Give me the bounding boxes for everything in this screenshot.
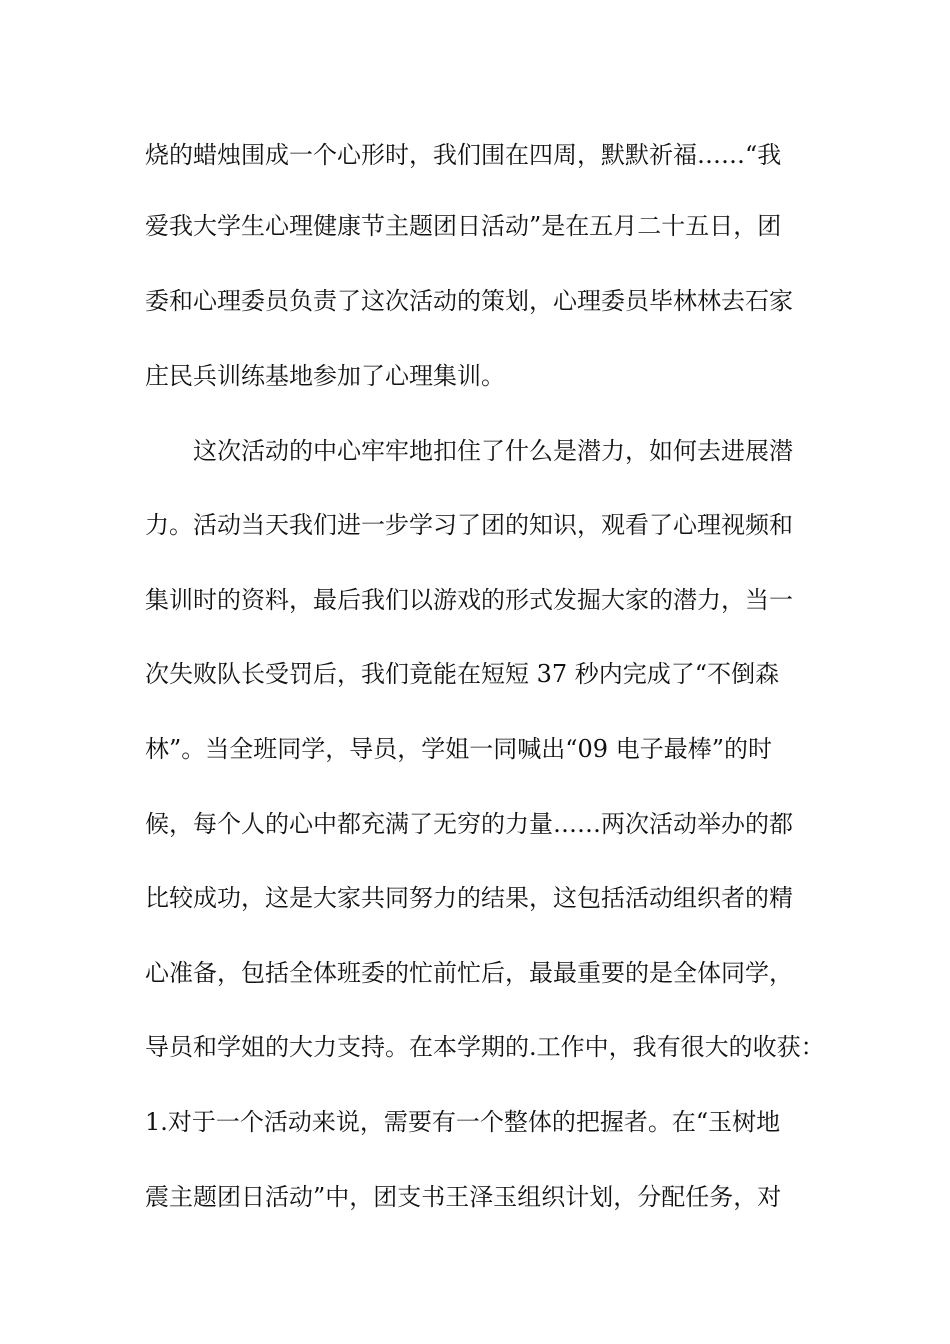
paragraph-first-line: 这次活动的中心牢牢地扣住了什么是潜力，如何去进展潜 [193,437,793,465]
text-line: 林”。当全班同学，导员，学姐一同喊出“09 电子最棒”的时 [145,735,772,763]
text-line: 候，每个人的心中都充满了无穷的力量……两次活动举办的都 [145,810,793,838]
text-line: 比较成功，这是大家共同努力的结果，这包括活动组织者的精 [145,884,793,912]
text-line: 爱我大学生心理健康节主题团日活动”是在五月二十五日，团 [145,212,782,240]
text-line: 次失败队长受罚后，我们竟能在短短 37 秒内完成了“不倒森 [145,660,780,688]
text-line: 心准备，包括全体班委的忙前忙后，最最重要的是全体同学， [145,959,793,987]
text-line: 震主题团日活动”中，团支书王泽玉组织计划，分配任务，对 [145,1183,782,1211]
text-line: 力。活动当天我们进一步学习了团的知识，观看了心理视频和 [145,511,793,539]
text-line: 委和心理委员负责了这次活动的策划，心理委员毕林林去石家 [145,287,793,315]
text-line: 1.对于一个活动来说，需要有一个整体的把握者。在“玉树地 [145,1108,781,1136]
text-line: 庄民兵训练基地参加了心理集训。 [145,362,505,390]
text-line: 烧的蜡烛围成一个心形时，我们围在四周，默默祈福……“我 [145,141,782,169]
text-line: 导员和学姐的大力支持。在本学期的.工作中，我有很大的收获： [145,1033,825,1061]
text-line: 集训时的资料，最后我们以游戏的形式发掘大家的潜力，当一 [145,586,793,614]
